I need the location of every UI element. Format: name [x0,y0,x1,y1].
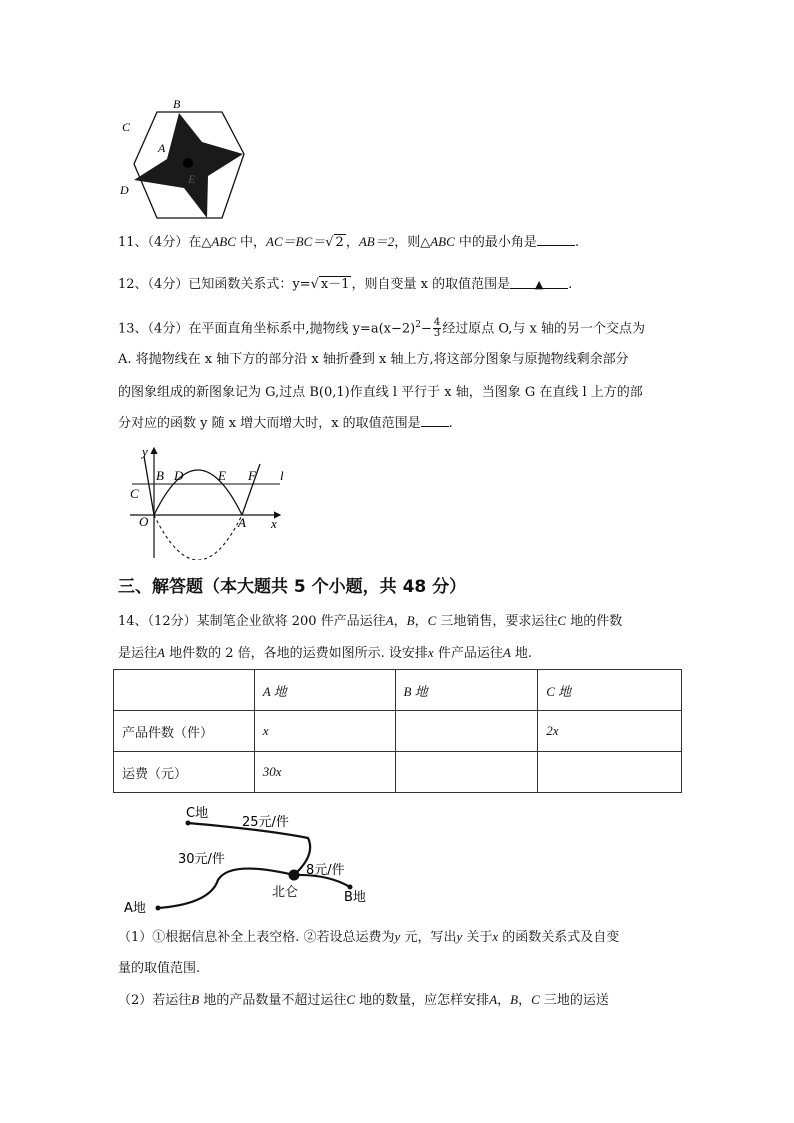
part2-C: C [346,992,356,1007]
c-location-label: C地 [186,806,209,821]
part1-text-b: 元，写出 [400,930,457,945]
part2-A: A [489,992,498,1007]
part2-C2: C [531,992,540,1007]
q13-line4-text: 分对应的函数 y 随 x 增大而增大时，x 的取值范围是 [118,416,421,431]
label-y: y [142,444,148,459]
part1-text-a: （1）①根据信息补全上表空格. ②若设总运费为 [118,930,395,945]
q14-text-e: 地件数的 2 倍，各地的运费如图所示. 设安排 [164,646,428,661]
q11-prefix: 11、（4分）在△ [118,235,212,250]
question-14-line1 [118,612,622,631]
q14-A2: A [157,645,165,660]
label-B: B [173,97,181,111]
label-F: F [248,468,256,483]
table-header-row [114,670,682,711]
part2-B: B [191,992,200,1007]
a-cost-label: 30元/件 [178,852,225,867]
q11-sqrt: 2 [335,235,344,250]
fraction-denominator: 3 [433,328,441,340]
original-parabola-dashed [154,515,242,560]
sqrt-sign: √ [325,235,334,250]
part1-y2: y [456,929,463,944]
label-O: O [139,514,149,529]
label-E: E [188,172,196,186]
part2-text-b: 地的产品数量不超过运往 [199,993,347,1008]
section-title: 三、解答题（本大题共 5 个小题，共 48 分） [118,577,467,597]
q12-func: y= [292,277,311,292]
q14-C2: C [557,613,567,628]
q14-A: A [385,613,394,628]
label-B: B [156,468,164,483]
table-header-cell [114,670,255,711]
table-cell-editable[interactable] [538,752,682,793]
q14-text-d: 是运往 [118,646,158,661]
label-A: A [158,141,166,155]
q14-comma: ， [393,614,407,629]
question-12 [118,276,572,294]
b-point [348,885,353,890]
table-cell: 2x [538,711,682,752]
q12-suffix: ，则自变量 x 的取值范围是 [351,277,511,292]
q14-part2 [118,991,609,1010]
q13-end: . [448,416,453,431]
table-cell: 30x [254,752,395,793]
q13-text-a: 13、（4分）在平面直角坐标系中,抛物线 y=a(x−2) [118,321,416,337]
table-row [114,711,682,752]
q11-end: . [574,235,580,250]
part2-comma: ， [497,993,511,1008]
label-D: D [174,468,184,483]
q13-exponent: 2 [415,320,421,330]
table-cell-editable[interactable] [395,711,538,752]
part1-text-c: 关于 [462,930,493,945]
center-point [183,158,193,168]
question-11 [118,233,579,252]
q14-part1-line2: 量的取值范围. [118,961,201,976]
label-A: A [238,515,246,530]
label-D: D [120,183,129,197]
folded-parabola [144,456,242,515]
q11-suffix: 中的最小角是 [454,235,537,250]
question-13-line1 [118,316,645,339]
table-cell: 运费（元） [114,752,255,793]
q13-answer-blank[interactable] [421,414,449,427]
part2-text-a: （2）若运往 [118,993,192,1008]
q11-mid3: ，则△ [394,235,431,250]
q12-end: . [568,277,573,292]
question-13-line4 [118,414,453,433]
table-header-cell: B 地 [395,670,538,711]
q14-text-f: 件产品运往 [433,646,503,661]
table-header-cell: A 地 [254,670,395,711]
q11-answer-blank[interactable] [537,233,575,246]
q12-answer-blank[interactable] [510,276,568,289]
q14-x: x [427,645,434,660]
q14-part1-line1 [118,928,619,947]
question-14-line2 [118,644,532,663]
q11-mid2: ， [345,235,359,250]
label-C: C [122,120,131,134]
q11-abc: ABC [211,234,236,249]
parabola-graph [120,442,295,560]
q13-minus: − [420,321,432,337]
q11-equality: AC＝BC＝ [266,234,326,249]
b-location-label: B地 [344,890,366,905]
q14-A3: A [502,645,511,660]
b-cost-label: 8元/件 [306,863,345,878]
hub-point [289,870,300,881]
q14-C: C [427,613,437,628]
a-location-label: A地 [124,901,146,916]
sqrt-sign: √ [310,277,319,292]
hexagon-star-figure [112,92,262,222]
q14-B: B [406,613,415,628]
q14-text-b: 三地销售，要求运往 [436,614,558,629]
q11-abc2: ABC [430,234,455,249]
q14-text-g: 地. [510,646,533,661]
label-x: x [271,516,277,531]
q14-text-c: 地的件数 [566,614,623,629]
question-13-line3: 的图象组成的新图象记为 G,过点 B(0,1)作直线 l 平行于 x 轴，当图象 G 在直线 l 上方的部 [118,385,643,400]
route-c-to-hub [188,823,310,875]
q13-text-b: 经过原点 O,与 x 轴的另一个交点为 [442,321,645,337]
table-cell-editable[interactable] [395,752,538,793]
q14-comma2: ， [414,614,428,629]
label-C: C [130,486,139,501]
label-l: l [280,468,284,483]
part1-text-d: 的函数关系式及自变 [498,930,620,945]
shipping-table [113,669,682,793]
table-cell: x [254,711,395,752]
q13-fraction [433,318,441,339]
c-point [186,821,191,826]
label-E: E [218,468,226,483]
hub-label: 北仑 [272,885,299,900]
q12-sqrt: x－1 [320,277,350,292]
part1-y: y [394,929,401,944]
q11-ab: AB＝2 [358,234,395,249]
question-13-line2: A. 将抛物线在 x 轴下方的部分沿 x 轴折叠到 x 轴上方,将这部分图象与原抛物线剩余部分 [118,352,629,367]
table-cell: 产品件数（件） [114,711,255,752]
part2-text-d: 三地的运送 [539,993,609,1008]
c-cost-label: 25元/件 [242,815,289,830]
q11-mid1: 中， [235,235,267,250]
part2-comma2: ， [518,993,532,1008]
route-map [118,800,388,918]
part2-B2: B [510,992,519,1007]
q12-prefix: 12、（4分）已知函数关系式： [118,277,293,292]
table-header-cell: C 地 [538,670,682,711]
part1-x: x [492,929,499,944]
table-row [114,752,682,793]
fraction-numerator: 4 [433,317,441,329]
part2-text-c: 地的数量，应怎样安排 [355,993,490,1008]
a-point [156,906,161,911]
answer-marker-icon: ▲ [534,278,544,291]
q14-text-a: 14、（12分）某制笔企业欲将 200 件产品运往 [118,614,386,629]
